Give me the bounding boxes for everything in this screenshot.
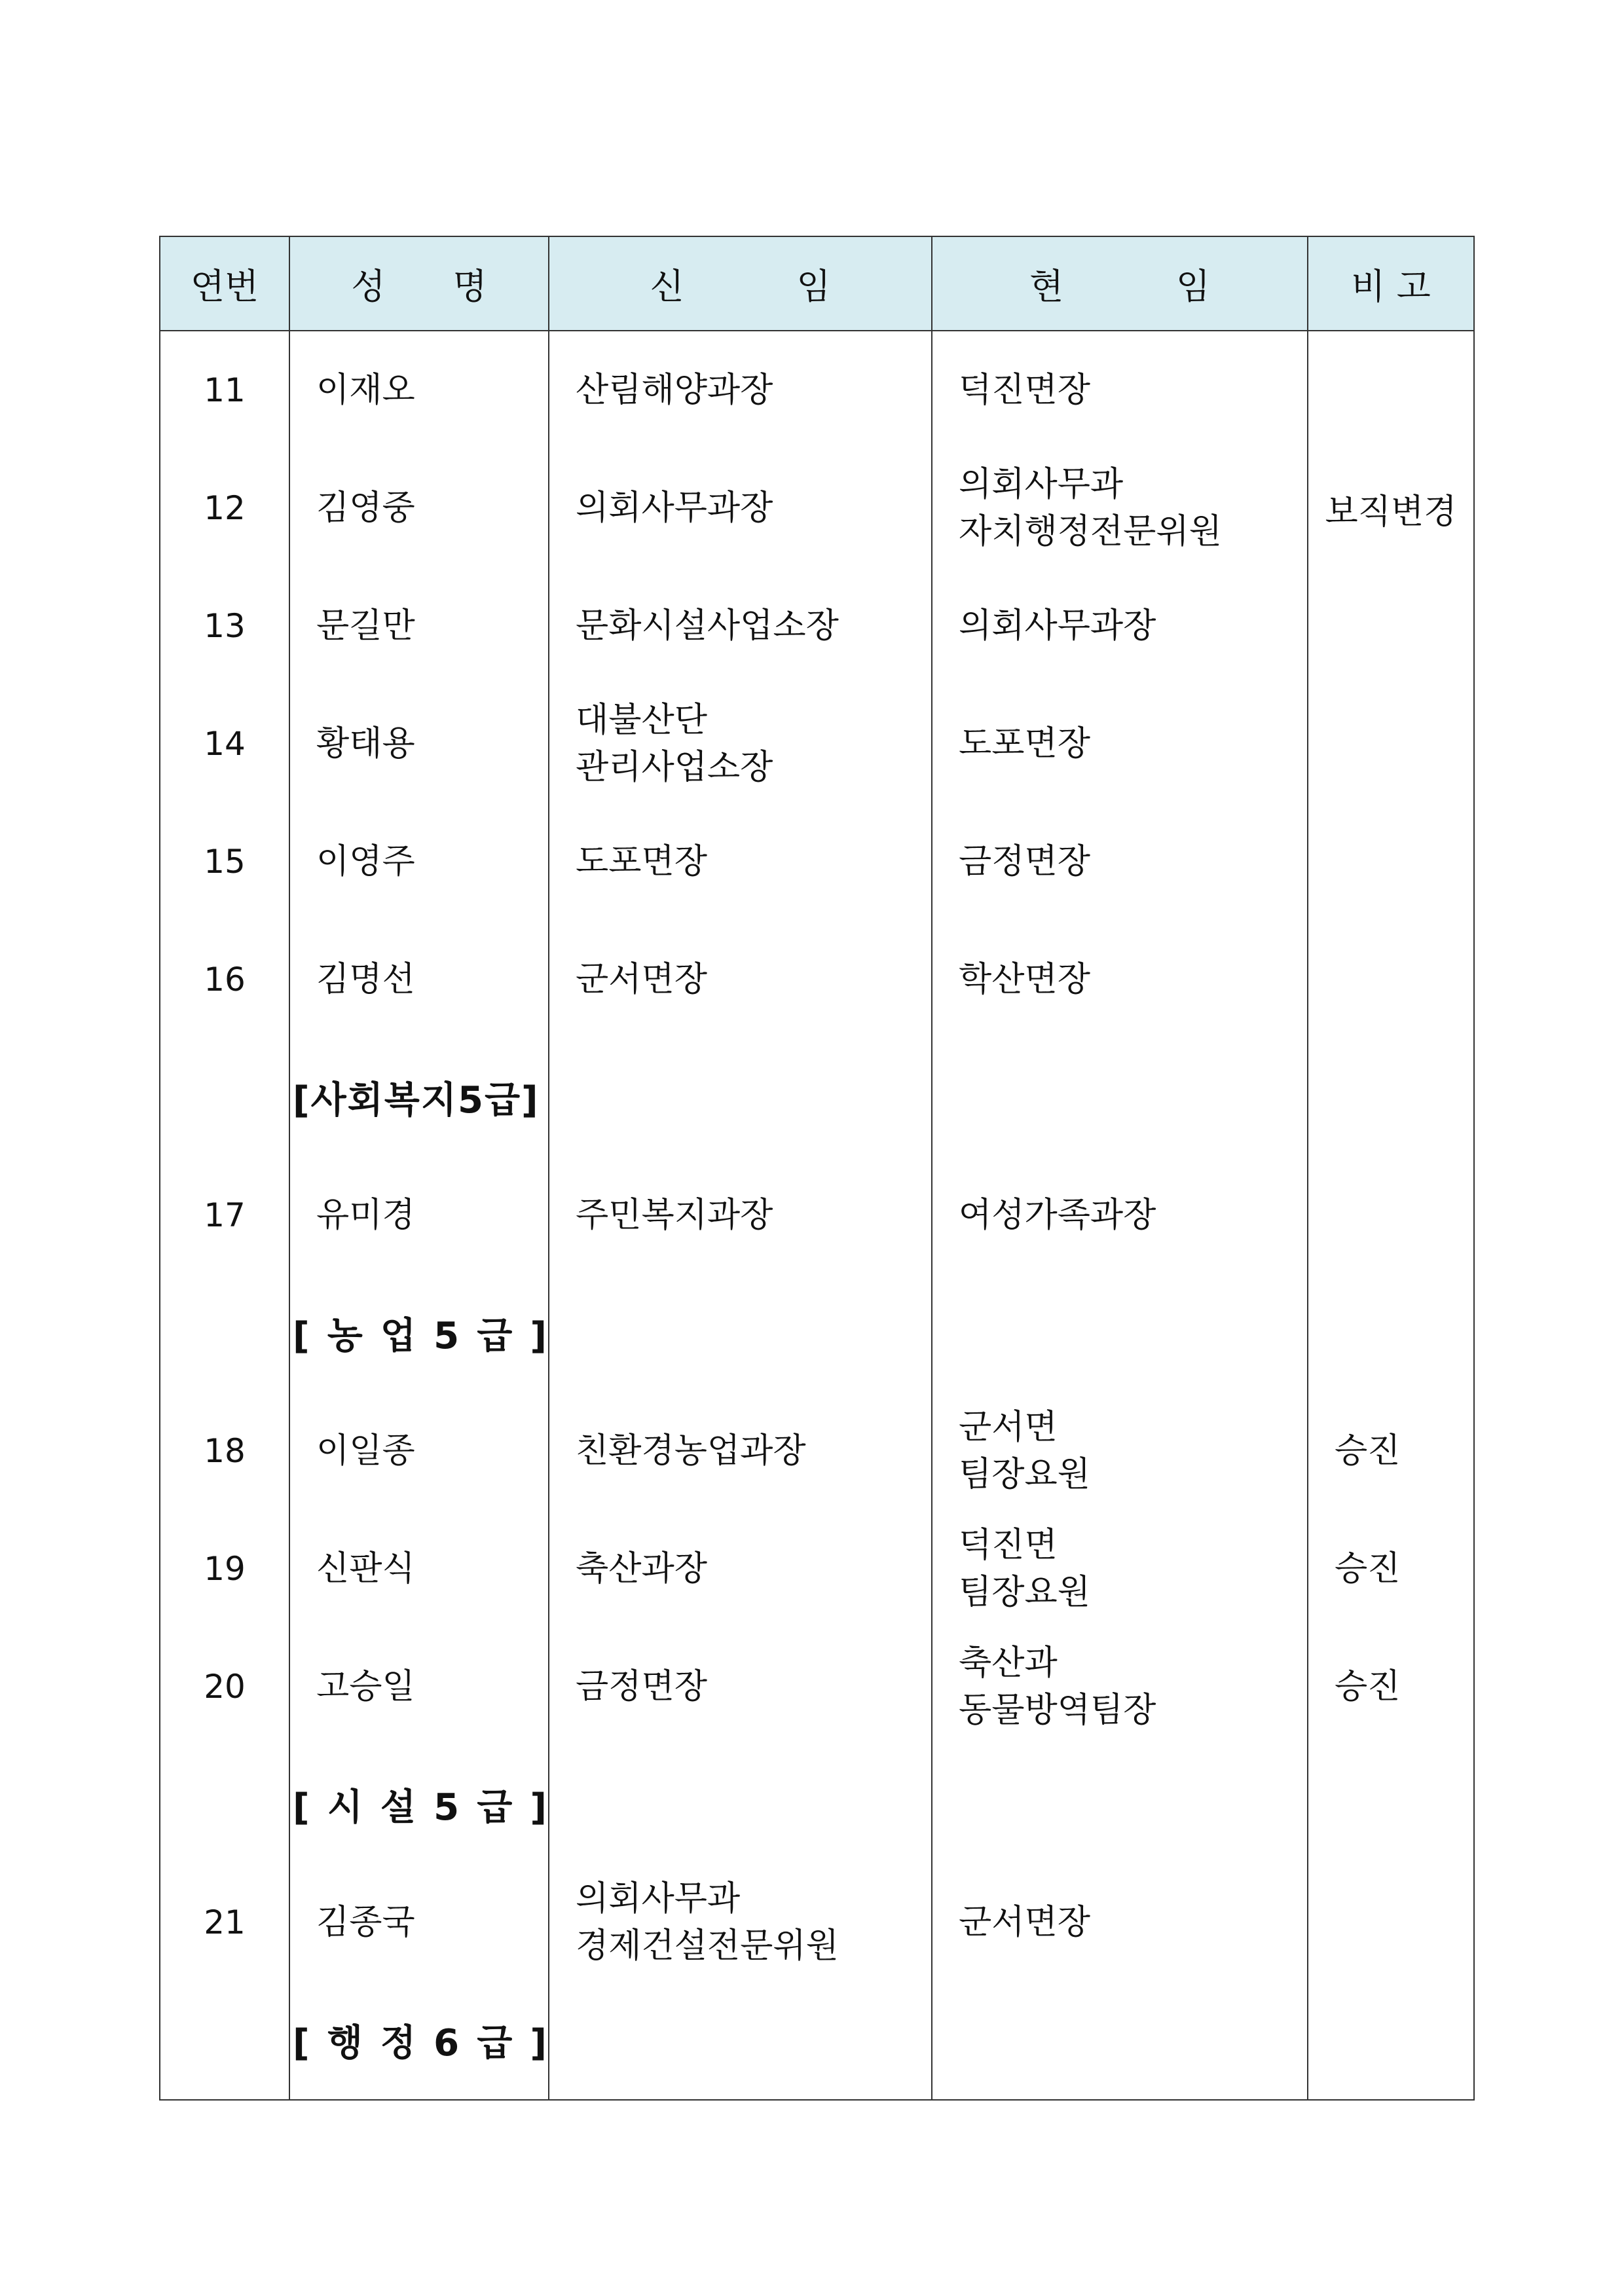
row-number: 20 bbox=[160, 1628, 289, 1746]
new-post-line: 문화시설사업소장 bbox=[576, 606, 839, 646]
table-row bbox=[160, 567, 1474, 685]
category-text: [ 시 설 5 급 ] bbox=[293, 1786, 548, 1829]
header-note: 비 고 bbox=[1308, 236, 1474, 331]
empty-cell bbox=[932, 1746, 1308, 1864]
person-name-line: 신판식 bbox=[316, 1549, 415, 1588]
current-post bbox=[932, 567, 1308, 685]
row-number: 16 bbox=[160, 921, 289, 1038]
person-name bbox=[289, 921, 549, 1038]
current-post-line: 팀장요원 bbox=[959, 1573, 1090, 1612]
note bbox=[1308, 1510, 1474, 1628]
category-text: [ 농 업 5 급 ] bbox=[293, 1315, 548, 1357]
person-name bbox=[289, 1628, 549, 1746]
table-row bbox=[160, 921, 1474, 1038]
category-row bbox=[160, 1274, 1474, 1392]
new-post bbox=[549, 1510, 932, 1628]
table-row bbox=[160, 685, 1474, 803]
category-row bbox=[160, 1746, 1474, 1864]
current-post bbox=[932, 803, 1308, 921]
new-post-line: 관리사업소장 bbox=[576, 748, 773, 787]
current-post-line: 축산과 bbox=[959, 1643, 1058, 1683]
empty-cell bbox=[549, 1274, 932, 1392]
row-number: 21 bbox=[160, 1864, 289, 1981]
row-number: 11 bbox=[160, 331, 289, 449]
person-name-line: 김명선 bbox=[316, 960, 415, 999]
table-row bbox=[160, 1864, 1474, 1981]
empty-cell bbox=[549, 1981, 932, 2100]
category-label bbox=[289, 1038, 549, 1156]
person-name bbox=[289, 1156, 549, 1274]
table-row bbox=[160, 803, 1474, 921]
new-post bbox=[549, 1864, 932, 1981]
empty-cell bbox=[1308, 1981, 1474, 2100]
category-no-cell bbox=[160, 1981, 289, 2100]
current-post-line: 덕진면장 bbox=[959, 371, 1090, 410]
row-number: 18 bbox=[160, 1392, 289, 1510]
note bbox=[1308, 685, 1474, 803]
empty-cell bbox=[932, 1981, 1308, 2100]
new-post-line: 의회사무과장 bbox=[576, 488, 773, 528]
new-post bbox=[549, 567, 932, 685]
empty-cell bbox=[1308, 1746, 1474, 1864]
category-text: [사회복지5급] bbox=[293, 1079, 540, 1122]
person-name bbox=[289, 1392, 549, 1510]
new-post bbox=[549, 1156, 932, 1274]
note bbox=[1308, 1156, 1474, 1274]
table-row bbox=[160, 449, 1474, 567]
row-number: 12 bbox=[160, 449, 289, 567]
empty-cell bbox=[932, 1274, 1308, 1392]
new-post-line: 군서면장 bbox=[576, 960, 707, 999]
note-text: 승진 bbox=[1335, 1549, 1401, 1588]
header-no: 연번 bbox=[160, 236, 289, 331]
category-no-cell bbox=[160, 1746, 289, 1864]
row-number: 14 bbox=[160, 685, 289, 803]
person-name bbox=[289, 449, 549, 567]
note-text: 보직변경 bbox=[1325, 492, 1457, 532]
new-post bbox=[549, 921, 932, 1038]
new-post-line: 대불산단 bbox=[576, 701, 707, 740]
new-post-line: 의회사무과 bbox=[576, 1879, 741, 1919]
category-label bbox=[289, 1981, 549, 2100]
current-post-line: 금정면장 bbox=[959, 842, 1090, 881]
current-post bbox=[932, 331, 1308, 449]
new-post-line: 축산과장 bbox=[576, 1549, 707, 1588]
empty-cell bbox=[932, 1038, 1308, 1156]
new-post bbox=[549, 1628, 932, 1746]
personnel-table bbox=[159, 236, 1475, 2101]
current-post-line: 여성가족과장 bbox=[959, 1196, 1156, 1235]
current-post bbox=[932, 685, 1308, 803]
person-name bbox=[289, 331, 549, 449]
person-name-line: 유미경 bbox=[316, 1196, 415, 1235]
new-post-line: 경제건설전문위원 bbox=[576, 1926, 839, 1966]
category-row bbox=[160, 1981, 1474, 2100]
note bbox=[1308, 1628, 1474, 1746]
category-no-cell bbox=[160, 1038, 289, 1156]
current-post-line: 팀장요원 bbox=[959, 1455, 1090, 1494]
table-row bbox=[160, 1628, 1474, 1746]
note-text: 승진 bbox=[1335, 1667, 1401, 1706]
person-name-line: 이재오 bbox=[316, 371, 415, 410]
empty-cell bbox=[1308, 1274, 1474, 1392]
current-post-line: 덕진면 bbox=[959, 1526, 1058, 1565]
row-number: 19 bbox=[160, 1510, 289, 1628]
table-row bbox=[160, 1510, 1474, 1628]
new-post bbox=[549, 803, 932, 921]
row-number: 17 bbox=[160, 1156, 289, 1274]
person-name bbox=[289, 685, 549, 803]
empty-cell bbox=[549, 1038, 932, 1156]
current-post-line: 동물방역팀장 bbox=[959, 1691, 1156, 1730]
person-name-line: 김종국 bbox=[316, 1903, 415, 1942]
person-name bbox=[289, 567, 549, 685]
person-name-line: 이영주 bbox=[316, 842, 415, 881]
category-label bbox=[289, 1274, 549, 1392]
current-post bbox=[932, 449, 1308, 567]
note bbox=[1308, 1392, 1474, 1510]
note bbox=[1308, 449, 1474, 567]
category-text: [ 행 정 6 급 ] bbox=[293, 2022, 548, 2065]
header-current-post: 현 임 bbox=[932, 236, 1308, 331]
current-post-line: 군서면 bbox=[959, 1408, 1058, 1447]
person-name-line: 고승일 bbox=[316, 1667, 415, 1706]
new-post bbox=[549, 449, 932, 567]
header-name: 성 명 bbox=[289, 236, 549, 331]
new-post-line: 친환경농업과장 bbox=[576, 1431, 806, 1471]
new-post-line: 도포면장 bbox=[576, 842, 707, 881]
note bbox=[1308, 921, 1474, 1038]
row-number: 13 bbox=[160, 567, 289, 685]
current-post-line: 의회사무과장 bbox=[959, 606, 1156, 646]
new-post-line: 금정면장 bbox=[576, 1667, 707, 1706]
note bbox=[1308, 803, 1474, 921]
header-row bbox=[160, 236, 1474, 331]
category-label bbox=[289, 1746, 549, 1864]
current-post bbox=[932, 921, 1308, 1038]
note-text: 승진 bbox=[1335, 1431, 1401, 1471]
new-post bbox=[549, 685, 932, 803]
current-post bbox=[932, 1392, 1308, 1510]
person-name bbox=[289, 1510, 549, 1628]
note bbox=[1308, 331, 1474, 449]
current-post bbox=[932, 1510, 1308, 1628]
person-name bbox=[289, 803, 549, 921]
new-post bbox=[549, 1392, 932, 1510]
note bbox=[1308, 1864, 1474, 1981]
person-name-line: 김영중 bbox=[316, 488, 415, 528]
new-post-line: 산림해양과장 bbox=[576, 371, 773, 410]
row-number: 15 bbox=[160, 803, 289, 921]
new-post bbox=[549, 331, 932, 449]
current-post bbox=[932, 1156, 1308, 1274]
current-post bbox=[932, 1628, 1308, 1746]
table-row bbox=[160, 1156, 1474, 1274]
current-post bbox=[932, 1864, 1308, 1981]
current-post-line: 도포면장 bbox=[959, 724, 1090, 763]
note bbox=[1308, 567, 1474, 685]
person-name-line: 이일종 bbox=[316, 1431, 415, 1471]
current-post-line: 군서면장 bbox=[959, 1903, 1090, 1942]
table-row bbox=[160, 1392, 1474, 1510]
current-post-line: 의회사무과 bbox=[959, 465, 1124, 504]
person-name-line: 문길만 bbox=[316, 606, 415, 646]
table-body bbox=[160, 331, 1474, 2100]
empty-cell bbox=[1308, 1038, 1474, 1156]
table-row bbox=[160, 331, 1474, 449]
new-post-line: 주민복지과장 bbox=[576, 1196, 773, 1235]
header-new-post: 신 임 bbox=[549, 236, 932, 331]
category-row bbox=[160, 1038, 1474, 1156]
person-name bbox=[289, 1864, 549, 1981]
person-name-line: 황태용 bbox=[316, 724, 415, 763]
current-post-line: 자치행정전문위원 bbox=[959, 512, 1222, 551]
current-post-line: 학산면장 bbox=[959, 960, 1090, 999]
category-no-cell bbox=[160, 1274, 289, 1392]
empty-cell bbox=[549, 1746, 932, 1864]
